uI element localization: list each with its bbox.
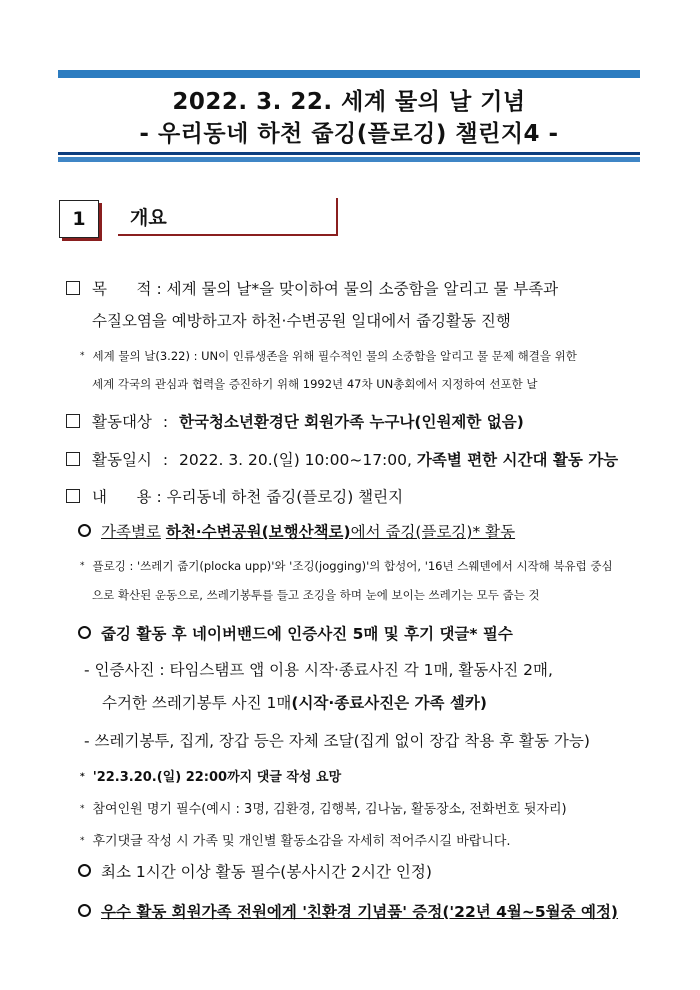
period-value-bold: 가족별 편한 시간대 활동 가능 [416,451,619,469]
purpose-row [66,277,558,299]
deadline-note-text: '22.3.20.(일) 22:00까지 댓글 작성 요망 [92,770,342,785]
period-label: 활동일시 [92,451,152,469]
purpose-label: 목 적 [92,280,152,298]
content-value: : 우리동네 하천 줍깅(플로깅) 챌린지 [156,488,404,506]
circle-bullet-icon [78,904,91,917]
period-value: 2022. 3. 20.(일) 10:00~17:00, [179,451,412,469]
title-line-1: 2022. 3. 22. 세계 물의 날 기념 [172,89,526,115]
section-number: 1 [59,200,99,238]
title-line-2: - 우리동네 하천 줍깅(플로깅) 챌린지4 - [139,121,559,147]
asterisk-icon: * [80,772,85,782]
target-row [66,410,524,432]
plogging-note-text-1: 플로깅 : '쓰레기 줍기(plocka upp)'와 '조깅(jogging)'의 합성어, '16년 스웨덴에서 시작해 북유럽 중심 [92,559,613,573]
review-note-text: 후기댓글 작성 시 가족 및 개인별 활동소감을 자세히 적어주시길 바랍니다. [92,834,511,849]
content-label: 내 용 [92,488,152,506]
title-banner [58,70,640,164]
asterisk-icon: * [80,804,85,814]
period-row [66,448,618,470]
photo-line-2-bold: (시작·종료사진은 가족 셀카) [291,694,487,712]
circle-bullet-icon [78,626,91,639]
target-value: 한국청소년환경단 회원가족 누구나(인원제한 없음) [179,413,524,431]
content-item-3 [78,860,432,882]
asterisk-icon: * [80,836,85,846]
supplies-line: - 쓰레기봉투, 집게, 장갑 등은 자체 조달(집게 없이 장갑 착용 후 활동 가능) [84,732,590,750]
required-note [80,798,567,817]
deadline-note [80,766,341,785]
item2-text: 줍깅 활동 후 네이버밴드에 인증사진 5매 및 후기 댓글* 필수 [101,625,513,643]
period-colon: : [162,451,169,469]
photo-line-1: - 인증사진 : 타임스탬프 앱 이용 시작·종료사진 각 1매, 활동사진 2매, [84,661,553,679]
required-note-text: 참여인원 명기 필수(예시 : 3명, 김환경, 김행복, 김나눔, 활동장소, 전화번호 뒷자리) [92,802,567,817]
target-colon: : [162,413,169,431]
photo-line-2-plain: 수거한 쓰레기봉투 사진 1매 [102,694,292,712]
content-item-4 [78,900,618,922]
section-title: 개요 [118,198,338,236]
checkbox-square-icon [66,489,80,503]
content-row [66,485,403,507]
title-bottom-bar [58,152,640,162]
checkbox-square-icon [66,452,80,466]
purpose-note-1 [80,348,577,364]
asterisk-icon: * [80,351,85,361]
item1-pre: 가족별로 [101,523,161,541]
item3-text: 최소 1시간 이상 활동 필수(봉사시간 2시간 인정) [101,863,432,881]
circle-bullet-icon [78,864,91,877]
target-label: 활동대상 [92,413,152,431]
plogging-note-2: 으로 확산된 운동으로, 쓰레기봉투를 들고 조깅을 하며 눈에 보이는 쓰레기는 모두 줍는 것 [92,588,540,602]
content-item-2 [78,622,513,644]
content-item-1 [78,520,515,542]
review-note [80,830,511,849]
purpose-line-1: : 세계 물의 날*을 맞이하여 물의 소중함을 알리고 물 부족과 [156,280,559,298]
title-top-bar [58,70,640,78]
photo-line-2 [102,691,487,713]
plogging-note-1 [80,558,613,574]
circle-bullet-icon [78,524,91,537]
purpose-line-2: 수질오염을 예방하고자 하천·수변공원 일대에서 줍깅활동 진행 [92,312,511,330]
item1-post: 에서 줍깅(플로깅)* 활동 [350,523,516,541]
item4-text: 우수 활동 회원가족 전원에게 '친환경 기념품' 증정('22년 4월~5월중 예정) [101,903,619,921]
checkbox-square-icon [66,414,80,428]
asterisk-icon: * [80,561,85,571]
item1-bold: 하천·수변공원(보행산책로) [165,523,351,541]
purpose-note-2: 세계 각국의 관심과 협력을 증진하기 위해 1992년 47차 UN총회에서 지정하여 선포한 날 [92,377,538,391]
checkbox-square-icon [66,281,80,295]
purpose-note-text-1: 세계 물의 날(3.22) : UN이 인류생존을 위해 필수적인 물의 소중함을 알리고 물 문제 해결을 위한 [92,349,577,363]
